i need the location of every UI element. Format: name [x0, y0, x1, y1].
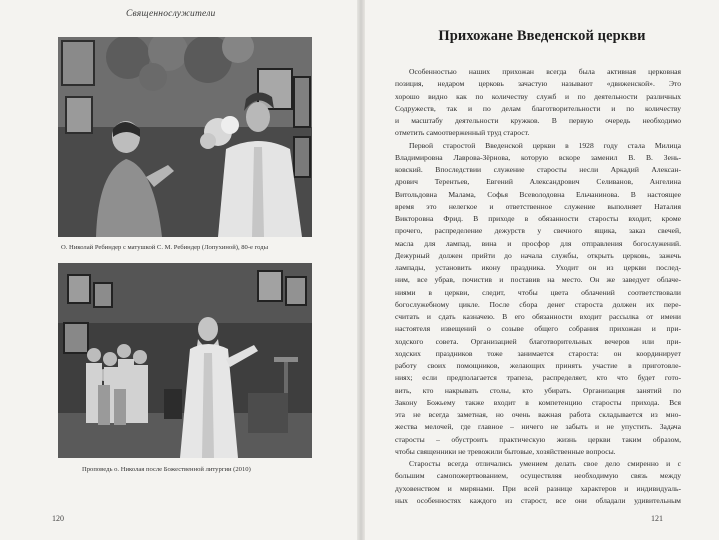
text-line: Особенностью наших прихожан всегда была активная церковная: [409, 67, 681, 76]
chapter-title: Прихожане Введенской церкви: [438, 28, 646, 44]
photo-sermon-in-church: [58, 263, 312, 458]
photo-priest-with-parishioner: [58, 37, 312, 237]
text-line: Старосты всегда отличались умением делать свое дело смиренно и с: [409, 459, 681, 468]
text-line: прочего, распределение дежурств у свечного ящика, заказ свечей,: [395, 226, 681, 236]
text-line: Первой старостой Введенской церкви в 1928 году стала Милица: [409, 140, 681, 150]
photo-2-image: [58, 263, 312, 458]
text-line: ковский. Впоследствии служение старосты несли Аркадий Алексан-: [395, 165, 681, 174]
text-line: вить, кто накрывать столы, кто убирать. Организация занятий по: [395, 385, 681, 395]
text-line: дрович Терентьев, Евгений Александрович Селиванов, Ангелина: [395, 177, 681, 187]
text-line: духовенством и мирянами. При всей разнице характеров и индивидуаль-: [395, 483, 681, 493]
text-line: ниями в церкви, следит, чтобы цвета облачений соответствовали: [395, 287, 681, 297]
text-line: ходских праздников тоже занимается староста: он координирует: [395, 348, 681, 358]
text-line: время это нелегкое и ответственное служение выполняет Наталия: [395, 201, 681, 211]
text-line: жества мелочей, где главное – ничего не забыть и не упустить. Задача: [395, 422, 681, 432]
text-line: Закону Божьему также входит в компетенцию старосты прихода. Вся: [395, 397, 681, 407]
text-line: отметить самоотверженный труд старост.: [395, 128, 530, 138]
text-line: ниях; если предполагается трапеза, распределяет, кто что будет гото-: [395, 373, 681, 383]
text-line: работу своих помощников, желающих принять участие в приготовле-: [395, 361, 681, 370]
text-line: Владимировна Лаврова-Зёрнова, которую вскоре заменил В. В. Зень-: [395, 152, 681, 162]
photo-1-caption: О. Николай Ребиндер с матушкой С. М. Ребиндер (Лопухиной), 80-е годы: [61, 244, 269, 251]
text-line: ходского совета. Организацией благотворительных вечеров или при-: [395, 336, 681, 346]
text-line: считать и сдать казначею. В его обязанности входит рассылка от имени: [395, 312, 681, 321]
text-line: эта не всегда заметная, но очень важная работа складывается из мно-: [395, 410, 681, 419]
text-line: большим самопожертвованием, осуществляя необходимую связь между: [395, 471, 681, 481]
text-line: лампады, установить икону праздника. Уходит он из церкви послед-: [395, 263, 681, 272]
photo-2-caption: Проповедь о. Николая после Божественной литургии (2010): [82, 466, 251, 473]
text-line: позиция, недаром церковь зачастую называют «движенской». Это: [395, 79, 681, 89]
text-line: Викторовна Фрид. В приходе в обязанности старосты входит, кроме: [395, 214, 681, 223]
text-line: ним, все убрав, почистив и поставив на место. Он же заведует облаче-: [395, 275, 681, 285]
text-line: чтобы священники не тревожили бытовые, хозяйственные вопросы.: [395, 446, 616, 456]
text-line: настоятеля извещений о созыве общего собрания прихожан и при-: [395, 324, 681, 334]
text-line: Дежурный должен прийти до начала службы, открыть церковь, зажечь: [395, 250, 681, 260]
text-line: и масштабу деятельности кружков. В первую очередь необходимо: [395, 116, 681, 125]
text-line: старосты – обустроить практическую жизнь церкви таким образом,: [395, 434, 681, 444]
photo-1-image: [58, 37, 312, 237]
text-line: Содружеств, так и по делам благотворительности и по количеству: [395, 103, 681, 113]
text-line: Витольдовна Малама, Софья Всеволодовна Ельчанинова. В настоящее: [395, 189, 681, 199]
page-number-left: 120: [52, 514, 64, 523]
text-line: ных особенностях каждого из старост, все они обладали удивительным: [395, 495, 681, 505]
right-page: [365, 0, 719, 540]
text-line: хорошо видно как по количеству служб и по деятельности различных: [395, 91, 681, 101]
page-number-right: 121: [651, 514, 663, 523]
body-text: [395, 66, 681, 507]
text-line: богослужебному цикле. После сбора денег староста должен их пере-: [395, 299, 681, 309]
running-head: Священнослужители: [126, 9, 216, 19]
text-line: масла для лампад, вина и просфор для отправления богослужений.: [395, 238, 681, 248]
